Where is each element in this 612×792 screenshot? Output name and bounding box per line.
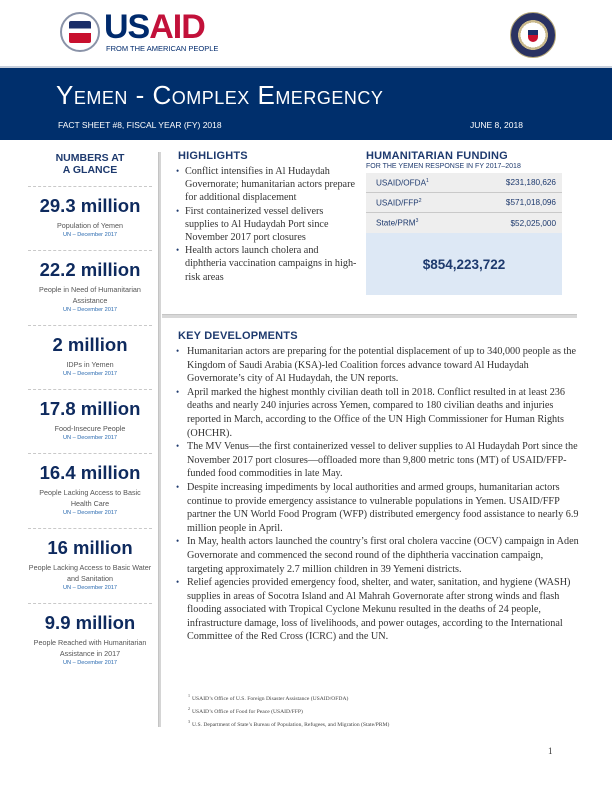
stat-source: UN – December 2017 — [62, 585, 118, 591]
stat-item — [28, 389, 152, 443]
funding-row-label — [376, 178, 429, 188]
funding-row — [366, 193, 562, 213]
page-title: Yemen - Complex Emergency — [56, 80, 384, 110]
development-item: • Despite increasing impediments by local authorities and armed groups, humanitarian actors continue to provide emergency assistance to vulnerable populations in Yemen. USAID/FFP partner the UN World Food Program (WFP) distributed emergency food assistance to nearly 6.9 million people in April. — [178, 481, 580, 535]
stat-item — [28, 603, 152, 668]
stat-source: UN – December 2017 — [62, 435, 118, 441]
development-item: • April marked the highest monthly civilian death toll in 2018. Conflict resulted in at least 236 deaths and nearly 240 injuries across Yemen, compared to 180 civilian deaths and injuries reported in March, according to the Office of the UN High Commissioner for Human Rights (OHCHR). — [178, 386, 580, 440]
stat-label: Population of Yemen — [57, 221, 123, 230]
stat-item — [28, 186, 152, 240]
stat-label: Food-Insecure People — [54, 424, 126, 433]
usaid-logo — [104, 10, 205, 44]
funding-row-label — [376, 218, 418, 228]
logo-header — [0, 0, 612, 66]
footnote-text: USAID’s Office of U.S. Foreign Disaster Assistance (USAID/OFDA) — [192, 695, 349, 702]
funding-subtitle: FOR THE YEMEN RESPONSE IN FY 2017–2018 — [366, 163, 521, 170]
stat-item — [28, 453, 152, 518]
funding-amount: $52,025,000 — [510, 218, 556, 228]
stat-label: IDPs in Yemen — [66, 360, 114, 369]
key-developments-list — [178, 345, 580, 644]
stat-source: UN – December 2017 — [62, 371, 118, 377]
footnote-text: USAID’s Office of Food for Peace (USAID/FFP) — [192, 708, 303, 715]
funding-agency: State/PRM — [376, 218, 416, 228]
stat-label: People Reached with Humanitarian Assistance in 2017 — [33, 638, 147, 658]
stat-source: UN – December 2017 — [62, 510, 118, 516]
highlight-item: • Conflict intensifies in Al Hudaydah Governorate; humanitarian actors prepare for additional displacement — [178, 165, 358, 205]
numbers-at-a-glance-title — [28, 152, 152, 176]
key-developments-section — [178, 330, 580, 644]
footnote — [188, 691, 568, 704]
stat-item — [28, 528, 152, 593]
stat-value: 2 million — [52, 334, 128, 355]
footnote-ref: 3 — [415, 218, 419, 225]
publication-date: JUNE 8, 2018 — [470, 120, 523, 130]
usaid-logo-us: US — [104, 8, 150, 46]
funding-title: HUMANITARIAN FUNDING — [366, 150, 508, 162]
stat-source: UN – December 2017 — [62, 307, 118, 313]
highlight-item: • First containerized vessel delivers supplies to Al Hudaydah Port since November 2017 port closures — [178, 205, 358, 245]
footnote-number: 3 — [188, 718, 190, 724]
stat-source: UN – December 2017 — [62, 232, 118, 238]
highlights-list — [178, 165, 358, 284]
funding-amount: $571,018,096 — [505, 198, 556, 207]
footnote — [188, 704, 568, 717]
numbers-at-a-glance — [28, 150, 152, 668]
stat-value: 16 million — [47, 537, 133, 558]
highlights-section — [178, 150, 358, 284]
highlights-title: HIGHLIGHTS — [178, 150, 248, 162]
footnote-number: 1 — [188, 693, 190, 698]
funding-row-label — [376, 198, 422, 208]
usaid-seal-icon — [60, 12, 100, 52]
usaid-logo-aid: AID — [149, 8, 205, 46]
funding-amount: $231,180,626 — [505, 178, 556, 187]
funding-total: $854,223,722 — [366, 233, 562, 295]
development-item: • Relief agencies provided emergency food, shelter, and water, sanitation, and hygiene (WASH) supplies in areas of Socotra Island and Al Mahrah Governorate after strong winds and flash flooding associated with Tropical Cyclone Mekunu resulted in the deaths of 24 people, infrastructure damage, loss of livelihoods, and power outages, according to the International Committee of the Red Cross (ICRC) and the UN. — [178, 576, 580, 644]
stat-value: 17.8 million — [39, 398, 141, 419]
footnote-text: U.S. Department of State’s Bureau of Population, Refugees, and Migration (State/PRM) — [192, 721, 390, 728]
development-item: • Humanitarian actors are preparing for the potential displacement of up to 340,000 people as the Kingdom of Saudi Arabia (KSA)-led Coalition forces advance toward Al Hudaydah Governorate’s city of Al Hudaydah, the UN reports. — [178, 345, 580, 386]
footnote — [188, 717, 568, 730]
stat-value: 16.4 million — [39, 462, 141, 483]
funding-row — [366, 173, 562, 193]
stat-value: 22.2 million — [39, 259, 141, 280]
key-developments-title: KEY DEVELOPMENTS — [178, 330, 298, 342]
development-item: • In May, health actors launched the country’s first oral cholera vaccine (OCV) campaign in Aden Governorate and commenced the second round of the diphtheria vaccination campaign, targeting approximately 2.7 million children in 39 Yemeni districts. — [178, 535, 580, 576]
funding-row — [366, 213, 562, 233]
usaid-tagline: FROM THE AMERICAN PEOPLE — [106, 44, 219, 53]
stat-label: People Lacking Access to Basic Water and Sanitation — [28, 563, 152, 583]
column-divider — [158, 152, 161, 727]
stat-source: UN – December 2017 — [62, 660, 118, 666]
title-banner — [0, 66, 612, 140]
nag-title-line1: NUMBERS AT — [55, 152, 125, 164]
footnote-ref: 2 — [418, 197, 422, 204]
stat-item — [28, 325, 152, 379]
funding-agency: USAID/OFDA — [376, 178, 427, 188]
stat-label: People Lacking Access to Basic Health Care — [39, 488, 141, 508]
stat-value: 9.9 million — [44, 612, 136, 633]
humanitarian-funding-section — [366, 150, 562, 295]
fact-sheet-subtitle: FACT SHEET #8, FISCAL YEAR (FY) 2018 — [58, 120, 222, 130]
footnote-ref: 1 — [426, 177, 429, 184]
footnotes — [188, 691, 568, 730]
development-item: • The MV Venus—the first containerized vessel to deliver supplies to Al Hudaydah Port since the November 2017 port closures—offloaded more than 9,800 metric tons (MT) of USAID/FFP-funded food commodities in late May. — [178, 440, 580, 481]
highlight-item: • Health actors launch cholera and diphtheria vaccination campaigns in high-risk areas — [178, 244, 358, 284]
state-department-seal-icon — [510, 12, 556, 58]
stat-value: 29.3 million — [39, 195, 141, 216]
stat-item — [28, 250, 152, 315]
stat-label: People in Need of Humanitarian Assistance — [39, 285, 141, 305]
section-divider — [162, 314, 577, 318]
funding-agency: USAID/FFP — [376, 198, 419, 208]
funding-table — [366, 173, 562, 295]
nag-title-line2: A GLANCE — [62, 164, 118, 176]
footnote-number: 2 — [188, 705, 190, 711]
page-number: 1 — [548, 746, 553, 756]
